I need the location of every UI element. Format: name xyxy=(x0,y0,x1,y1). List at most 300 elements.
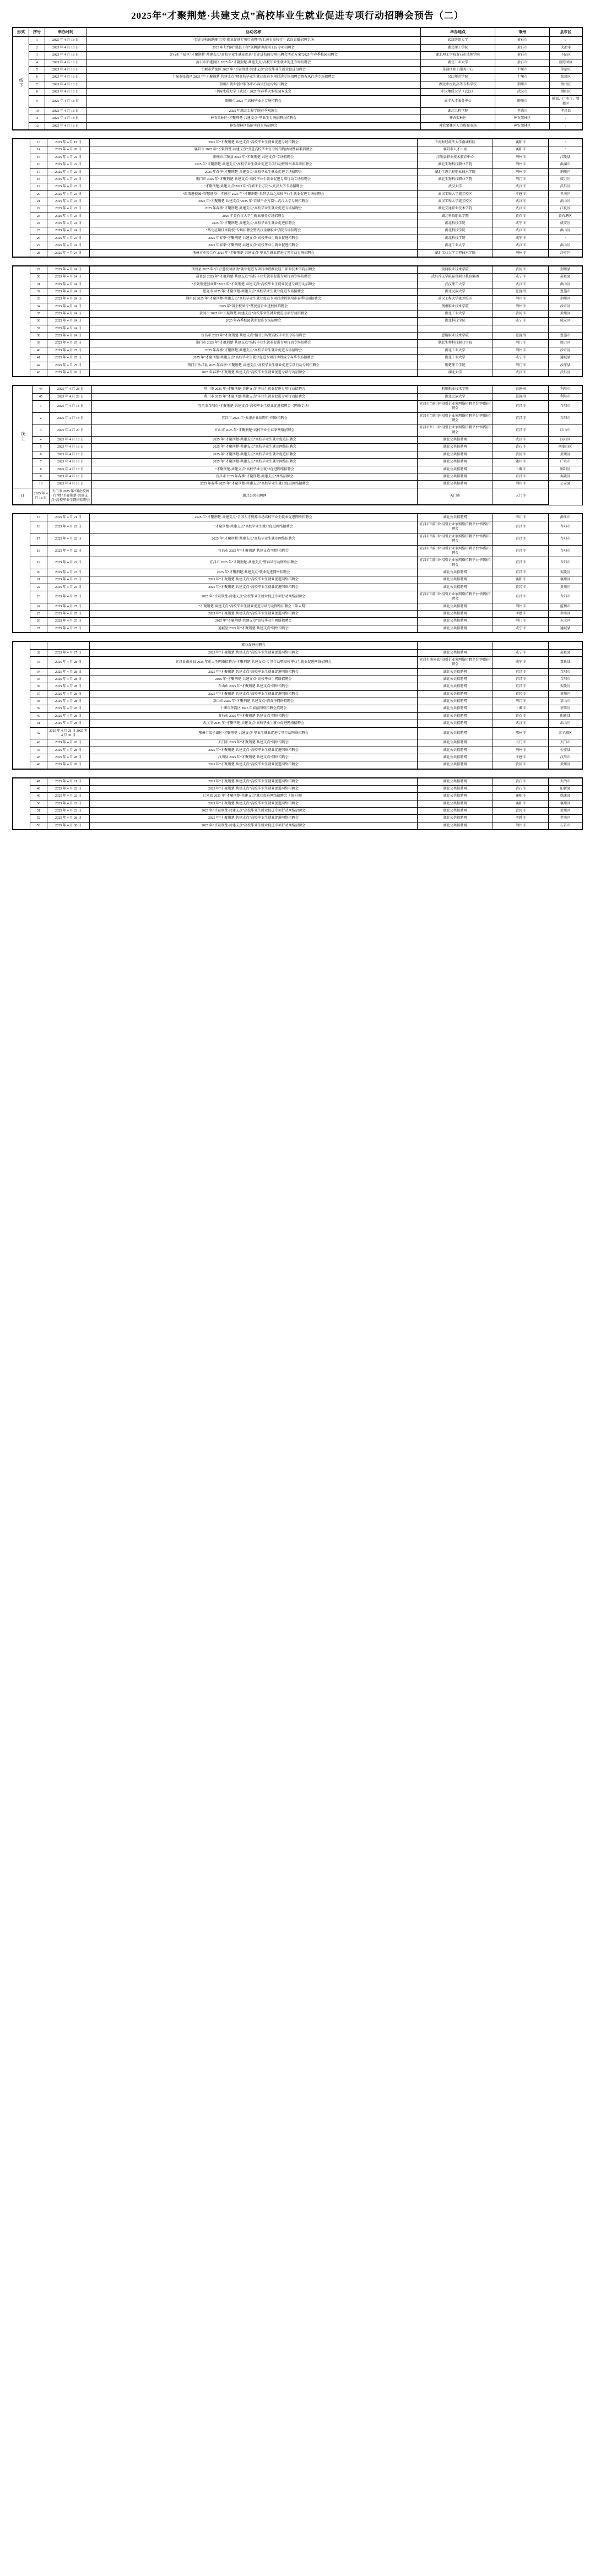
table-row xyxy=(13,727,582,739)
cell-city: 宜昌市 xyxy=(493,683,549,690)
cell-district: 随县、广水市、曾都区 xyxy=(550,96,582,108)
cell-city: 恩施州 xyxy=(493,386,549,393)
table-row xyxy=(13,761,582,769)
cell-district: 红山市 xyxy=(549,424,582,437)
table-row xyxy=(13,52,582,59)
cell-city: 襄阳市 xyxy=(493,139,549,146)
table-row xyxy=(13,340,582,347)
cell-activity-name: 2025 年“国企校园行”暨民营企业进校园招聘会 xyxy=(90,303,418,310)
table-row xyxy=(13,393,582,400)
cell-city: 天门市 xyxy=(493,739,549,747)
table-row xyxy=(13,183,582,190)
cell-time: 2025 年 4 月 24 日 xyxy=(47,235,90,242)
cell-city: 荆州市 xyxy=(493,822,549,829)
table-row xyxy=(13,81,582,88)
cell-no: 21 xyxy=(30,198,47,205)
cell-activity-name: 2025 年“才聚荆楚·共建支点”高校毕业生就业促进网络招聘会 xyxy=(90,649,418,656)
cell-district: 西塞山区 xyxy=(549,444,582,451)
cell-city: 黄石市 xyxy=(493,778,549,785)
cell-time: 2025 年 4 月 18 日 xyxy=(45,52,86,59)
cell-district: 荆州区 xyxy=(549,168,582,176)
cell-city: 黄冈市 xyxy=(493,451,549,458)
table-row xyxy=(13,122,582,129)
cell-place: 湖北公共招聘网 xyxy=(418,815,493,822)
cell-no: 33 xyxy=(30,296,47,303)
cell-city: 十堰市 xyxy=(493,466,549,473)
cell-activity-name: 宜昌市当阳市“才聚荆楚·共建支点”高校毕业生就业促进招聘会（网络专场） xyxy=(92,400,418,412)
cell-district: 黄州区 xyxy=(549,451,582,458)
cell-city: 恩施州 xyxy=(493,288,549,295)
cell-time: 2025 年 4 月 23 日 xyxy=(47,213,90,220)
table-row xyxy=(13,625,582,632)
cell-activity-name: 荆门市 2025 年“才聚荆楚·共建支点”高校毕业生就业促进专项行动专场招聘会 xyxy=(90,176,418,183)
cell-time: 2025 年 4 月 28 日 xyxy=(47,747,90,754)
cell-activity-name: 2025 年春季“才聚荆楚·共建支点”高校毕业生就业促进专场招聘会 xyxy=(90,168,418,176)
cell-district: 沙洋县 xyxy=(549,362,582,369)
cell-city: 咸宁市 xyxy=(493,235,549,242)
table-row xyxy=(13,611,582,618)
mode-cell-continued xyxy=(13,266,30,376)
cell-city: 咸宁市 xyxy=(493,649,549,656)
table-row xyxy=(13,168,582,176)
cell-district: 当阳市 xyxy=(549,533,582,545)
cell-place: 宜昌市当阳市“招引企业家网络招聘平台”网络招聘会 xyxy=(418,533,493,545)
cell-place: 宜昌市当阳市“招引企业家网络招聘平台”网络招聘会 xyxy=(418,557,493,569)
cell-activity-name: 2025 年春季“才聚荆楚·共建支点”高校毕业生就业促进专场招聘会 xyxy=(90,205,418,213)
cell-time: 2025 年 4 月 28 日 xyxy=(47,761,90,769)
cell-no: 41 xyxy=(30,720,47,727)
cell-time: 2025 年 4 月 24 日 xyxy=(47,318,90,325)
cell-activity-name: 黄石市新港园区 2025 年“才聚荆楚·共建支点”高校毕业生就业促进专场招聘会 xyxy=(86,59,421,66)
cell-district: / xyxy=(550,37,582,44)
cell-place: 湖北公共招聘网 xyxy=(418,747,493,754)
cell-no: 14 xyxy=(30,146,47,154)
cell-city: 十堰市 xyxy=(495,66,550,73)
cell-no: 26 xyxy=(30,618,47,625)
table-row xyxy=(13,754,582,761)
cell-place: 湖北公共招聘网 xyxy=(418,649,493,656)
cell-activity-name: 荆州市江陵县 2025 年“才聚荆楚·共建支点”专场招聘会 xyxy=(90,154,418,161)
cell-place: 湖北科技学院 xyxy=(418,220,493,227)
cell-activity-name: 宜昌市 2025 年春季“才聚荆楚·共建支点”网络招聘会 xyxy=(92,473,418,480)
cell-activity-name: 就业促进招聘会 xyxy=(90,642,418,649)
cell-time: 2025 年 4 月 23 日 xyxy=(47,183,90,190)
cell-time: 2025 年 4 月 24 日 xyxy=(47,333,90,340)
cell-district: 茅箭区 xyxy=(549,705,582,712)
cell-district: 公安县 xyxy=(549,747,582,754)
cell-city: 荆州市 xyxy=(493,603,549,610)
cell-time: 2025 年 4 月 24 日 xyxy=(47,242,90,249)
schedule-table xyxy=(13,385,582,504)
cell-place: 襄阳市人才市场 xyxy=(418,146,493,154)
cell-city: 荆州市 xyxy=(493,481,549,488)
cell-activity-name: 十堰市茅箭区 2025 年“才聚荆楚·共建支点”高校毕业生就业促进招聘会 xyxy=(86,66,421,73)
cell-no: 20 xyxy=(30,190,47,198)
cell-activity-name: 2025 年七台河“强县工程”创聘活动黄冈工匠专项招聘会 xyxy=(86,44,421,51)
table-row xyxy=(13,603,582,610)
cell-activity-name: 2025 年“才聚荆楚·共建支点”高校毕业生就业促进专项行动暨荆州市春季招聘会 xyxy=(90,161,418,168)
table-row xyxy=(13,412,582,424)
cell-time: 2025 年 4 月 28 日 xyxy=(50,386,92,393)
table-row xyxy=(13,281,582,288)
cell-no: 16 xyxy=(30,161,47,168)
cell-district: 掇刀区 xyxy=(549,340,582,347)
cell-no: 51 xyxy=(30,808,47,815)
cell-activity-name: 2025 年“才聚荆楚·共建支点”高校毕业生就业促进专项行动网络招聘会 xyxy=(90,808,418,815)
cell-time: 2025 年 4 月 25 日 xyxy=(47,591,90,603)
table-row xyxy=(13,205,582,213)
cell-district: 黄州区 xyxy=(549,311,582,318)
schedule-table-block xyxy=(12,641,583,769)
cell-time: 2025 年 4 月 18 日 xyxy=(50,444,92,451)
cell-time: 2025 年 4 月 27 日 xyxy=(47,649,90,656)
cell-place: 湖北公共招聘网 xyxy=(418,754,493,761)
table-row xyxy=(13,266,582,273)
cell-time: 2025 年 4 月 23 日 xyxy=(47,569,90,576)
cell-city: 武汉市 xyxy=(493,437,549,444)
table-row xyxy=(13,227,582,235)
cell-city: 黄石市 xyxy=(493,213,549,220)
table-row xyxy=(13,466,582,473)
table-row xyxy=(13,66,582,73)
cell-time: 2025 年 4 月 21 日 xyxy=(47,778,90,785)
schedule-table xyxy=(13,28,582,130)
cell-city: 武汉市 xyxy=(495,88,550,95)
cell-no: 46 xyxy=(30,761,47,769)
cell-city: 荆州市 xyxy=(493,161,549,168)
cell-time: 2025 年 4 月 23 日 xyxy=(47,808,90,815)
cell-activity-name: 2025 年“才聚荆楚·共建支点”高校毕业生就业促进网络招聘会 xyxy=(90,584,418,591)
table-row xyxy=(13,800,582,807)
cell-place: 湖北公共招聘网 xyxy=(418,437,493,444)
cell-city: 武汉市 xyxy=(493,369,549,376)
mode-cell-continued xyxy=(13,514,30,632)
table-row xyxy=(13,576,582,584)
cell-no: 49 xyxy=(30,793,47,800)
cell-city: 黄冈市 xyxy=(493,761,549,769)
cell-activity-name xyxy=(90,325,418,332)
table-row xyxy=(13,139,582,146)
cell-time: 2025 年 4 月 28 日 xyxy=(50,393,92,400)
cell-time: 2025 年 4 月 25 日 xyxy=(47,355,90,362)
cell-time: 2025 年 4 月 18 日 xyxy=(50,481,92,488)
cell-city: 宜昌市 xyxy=(493,557,549,569)
cell-city: 荆州市 xyxy=(493,168,549,176)
cell-time: 2025 年 4 月 18 日 xyxy=(45,96,86,108)
cell-time: 2025 年 4 月 22 日 xyxy=(47,161,90,168)
cell-no: 5 xyxy=(29,66,45,73)
cell-activity-name: 2025 年“才聚荆楚·共建支点”高校毕业生就业网络招聘会 xyxy=(92,444,418,451)
cell-activity-name: 2025 年“才聚荆楚·共建支点”高校毕业生就业促进网络招聘会 xyxy=(90,576,418,584)
cell-city: 孝感市 xyxy=(493,190,549,198)
cell-time: 2025 年 4 月 22 日 xyxy=(47,168,90,176)
schedule-table-block xyxy=(12,385,583,505)
cell-district: 恩施市 xyxy=(549,288,582,295)
cell-district: 大冶市 xyxy=(549,778,582,785)
cell-city: 荆门市 xyxy=(493,340,549,347)
cell-no: 41 xyxy=(30,355,47,362)
cell-time: 2025 年 4 月 18 日 xyxy=(50,459,92,466)
cell-activity-name: 2025 年“才聚荆楚·共建支点”高校毕业生就业促进网络招聘会 xyxy=(90,815,418,822)
cell-no: 1 xyxy=(33,400,50,412)
mode-cell-continued xyxy=(13,778,30,830)
cell-district: 咸安区 xyxy=(549,318,582,325)
cell-place: 神农架林区人力资源市场 xyxy=(421,122,495,129)
column-header-0: 形式 xyxy=(13,28,29,37)
table-row xyxy=(13,481,582,488)
cell-no: 26 xyxy=(30,235,47,242)
schedule-table xyxy=(13,514,582,633)
cell-time: 2025 年 4 月 28 日 xyxy=(47,690,90,698)
cell-city: 襄阳市 xyxy=(493,576,549,584)
cell-place: 武汉大学 xyxy=(418,183,493,190)
table-row xyxy=(13,683,582,690)
table-row xyxy=(13,274,582,281)
table-row xyxy=(13,642,582,649)
cell-district: 天门市 xyxy=(549,739,582,747)
table-row xyxy=(13,815,582,822)
cell-city: 武汉市 xyxy=(493,242,549,249)
mode-cell-continued xyxy=(13,139,30,257)
cell-place: 中南财经政法大学南湖校区 xyxy=(418,139,493,146)
cell-district: 襄州区 xyxy=(549,576,582,584)
cell-no: 34 xyxy=(30,303,47,310)
cell-activity-name: 2025 年湖北工程学院春季双选会 xyxy=(86,108,421,115)
cell-no: 17 xyxy=(30,533,47,545)
cell-time: 2025 年 4 月 18 日 xyxy=(45,108,86,115)
table-row xyxy=(13,303,582,310)
cell-time: 2025 年 4 月 28 日 xyxy=(47,720,90,727)
cell-city: 武汉市 xyxy=(493,281,549,288)
schedule-table xyxy=(13,641,582,769)
cell-place: 茅箭区职工服务中心 xyxy=(421,66,495,73)
cell-activity-name: 石山山 2025 年“才聚荆楚·共建支点”网络招聘会 xyxy=(90,683,418,690)
table-blocks-container xyxy=(0,27,595,830)
table-row xyxy=(13,459,582,466)
cell-city: 黄石市 xyxy=(493,444,549,451)
cell-activity-name: 宜昌市 2025 年“才聚荆楚·共建支点”招才引智暨高校毕业生专场招聘会 xyxy=(90,333,418,340)
cell-time: 2025 年 4 月 20 日 xyxy=(47,146,90,154)
cell-no: 15 xyxy=(30,514,47,521)
cell-time: 2025 年 4 月 24 日 xyxy=(47,303,90,310)
cell-time: 2025 年 4 月 22 日 xyxy=(47,793,90,800)
cell-district: 天门市 xyxy=(493,488,549,504)
cell-place: 湖北公共招聘网 xyxy=(418,793,493,800)
cell-no: 18 xyxy=(30,176,47,183)
cell-no: 34 xyxy=(30,668,47,676)
cell-activity-name: 2025 年“才聚荆楚·共建支点”高校毕业生网络招聘会 xyxy=(90,618,418,625)
table-row xyxy=(13,739,582,747)
cell-district: 夷陵区 xyxy=(549,683,582,690)
cell-no: 43 xyxy=(30,739,47,747)
cell-district: 嘉鱼县 xyxy=(549,656,582,668)
cell-time: 2025 年 4 月 24 日 xyxy=(47,296,90,303)
cell-place: 湖北生物科技职业学院 xyxy=(418,161,493,168)
table-row xyxy=(13,37,582,44)
cell-district: 荆州区 xyxy=(550,81,582,88)
cell-activity-name: 黄石市 2025 年“才聚荆楚·共建支点”网络招聘会 xyxy=(90,712,418,720)
cell-district: 洪山区 xyxy=(549,198,582,205)
cell-no: 32 xyxy=(30,649,47,656)
cell-city: 武汉市 xyxy=(493,198,549,205)
cell-city: 宜昌市 xyxy=(493,412,549,424)
cell-place: 湖北公共招聘网 xyxy=(418,800,493,807)
cell-time: 2025 年 4 月 24 日 xyxy=(47,274,90,281)
table-row xyxy=(13,355,582,362)
cell-district: 通城县 xyxy=(549,355,582,362)
cell-city: 宜昌市 xyxy=(493,668,549,676)
cell-city: 宜昌市 xyxy=(493,569,549,576)
cell-activity-name: 2025 年“才聚荆楚·共建支点”高校毕业生就业促进网络招聘会 xyxy=(90,778,418,785)
table-row xyxy=(13,213,582,220)
cell-activity-name: “才聚荆楚·共建支点”高校毕业生就业促进网络招聘会 xyxy=(92,466,418,473)
cell-place: 武汉工程大学流芳校区 xyxy=(418,190,493,198)
cell-district: 黄州区 xyxy=(549,761,582,769)
table-row xyxy=(13,705,582,712)
cell-time: 2025 年 4 月 28 日 2025 年 4 月 30 日 xyxy=(47,727,90,739)
cell-no: 19 xyxy=(30,183,47,190)
cell-district: 当阳市 xyxy=(549,545,582,557)
cell-district: 武昌区 xyxy=(549,369,582,376)
cell-activity-name: 2025 年“才聚荆楚·共建支点”高校毕业生就业促进网络招聘会 xyxy=(90,761,418,769)
cell-no: 45 xyxy=(30,754,47,761)
cell-time: 2025 年 4 月 25 日 xyxy=(47,347,90,354)
cell-city: 荆州市 xyxy=(493,154,549,161)
cell-district: 郧阳区 xyxy=(549,466,582,473)
cell-district: 荆州区 xyxy=(549,296,582,303)
cell-district: 汉阳区 xyxy=(549,437,582,444)
table-row xyxy=(13,115,582,122)
table-row xyxy=(13,649,582,656)
cell-no: 35 xyxy=(30,311,47,318)
cell-place: 湖北公共招聘网 xyxy=(418,481,493,488)
cell-city: 襄阳市 xyxy=(493,800,549,807)
cell-city: 咸宁市 xyxy=(493,220,549,227)
table-row xyxy=(13,584,582,591)
cell-time: 2025 年 4 月 22 日 xyxy=(47,800,90,807)
cell-no: 52 xyxy=(30,815,47,822)
cell-district: 当阳市 xyxy=(549,557,582,569)
cell-city: 咸宁市 xyxy=(493,318,549,325)
cell-no: 1 xyxy=(29,37,45,44)
cell-time: 2025 年 4 月 25 日 xyxy=(47,618,90,625)
cell-time: 2025 年 4 月 21 日 xyxy=(47,514,90,521)
cell-activity-name: 2025 年春季 2025 年“才聚荆楚·共建支点”高校毕业生就业促进网络招聘会 xyxy=(92,481,418,488)
cell-place: 湖北工业大学 xyxy=(418,311,493,318)
cell-district: 江陵县 xyxy=(549,154,582,161)
table-row xyxy=(13,249,582,257)
cell-activity-name: 2025 年“才聚荆楚·共建支点”就业促进网络招聘会 xyxy=(90,569,418,576)
cell-activity-name: 神农架林区“才聚荆楚·共建支点”毕业生专场招聘会招聘会 xyxy=(86,115,421,122)
table-row xyxy=(13,533,582,545)
cell-place: 湖北公共招聘网 xyxy=(418,473,493,480)
cell-activity-name: “才聚荆楚·共建支点”2025 年“百城千企万岗”--武汉大学专场招聘会 xyxy=(90,183,418,190)
cell-activity-name: 恩施市 2025 年“才聚荆楚·共建支点”高校毕业生就业促进专场招聘会 xyxy=(90,288,418,295)
cell-time: 2025 年 4 月 24 日 xyxy=(47,311,90,318)
cell-time: 2025 年 4 月 23 日 xyxy=(47,198,90,205)
cell-city: 孝感市 xyxy=(493,815,549,822)
cell-time: 2025 年 4 月 18 日 xyxy=(45,37,86,44)
cell-city: 黄石市 xyxy=(495,52,550,59)
cell-district: 新港园区 xyxy=(550,59,582,66)
cell-district: 利川市 xyxy=(549,393,582,400)
cell-time: 2025 年 4 月 18 日 xyxy=(45,122,86,129)
schedule-table-block xyxy=(12,265,583,377)
cell-place: 湖北公共招聘网 xyxy=(418,611,493,618)
table-row xyxy=(13,108,582,115)
cell-activity-name: 黄石市下陆区“才聚荆楚·共建支点”高校毕业生就业促进“百企进校园专项招聘会活动方案”2025 年春季校园招聘会 xyxy=(86,52,421,59)
cell-no: 11 xyxy=(13,488,33,504)
cell-time: 2025 年 4 月 24 日 xyxy=(47,325,90,332)
cell-no: 13 xyxy=(30,139,47,146)
cell-place: 宜昌市红山市“招引企业家网络招聘平台”网络招聘会 xyxy=(418,424,493,437)
cell-city: 随州市 xyxy=(493,459,549,466)
cell-activity-name: 荆州市就业创业服务中心春风行动专场招聘会 xyxy=(86,81,421,88)
cell-no: 18 xyxy=(30,545,47,557)
cell-city: 宜昌市 xyxy=(493,400,549,412)
cell-place: 宜昌市当阳市“招引企业家网络招聘平台”网络招聘会 xyxy=(418,400,493,412)
cell-no: 17 xyxy=(30,168,47,176)
cell-place: 湖北科技学院 xyxy=(418,227,493,235)
cell-no: 2 xyxy=(29,44,45,51)
cell-place: 宜昌市当阳市“招引企业家网络招聘平台”网络招聘会 xyxy=(418,545,493,557)
cell-city: 黄冈市 xyxy=(493,808,549,815)
cell-no: 10 xyxy=(33,481,50,488)
cell-time: 2025 年 4 月 22 日 xyxy=(47,786,90,793)
cell-time: 2025 年 4 月 23 日 xyxy=(47,576,90,584)
cell-district: / xyxy=(549,139,582,146)
table-row xyxy=(13,569,582,576)
cell-time: 2025 年 4 月 28 日 xyxy=(47,676,90,683)
cell-time: 2025 年 4 月 18 日 xyxy=(45,88,86,95)
cell-place: 成丰人才服务中心 xyxy=(421,96,495,108)
cell-no: 25 xyxy=(30,611,47,618)
cell-city: 宜昌市 xyxy=(493,533,549,545)
cell-district: 荆州县 xyxy=(549,266,582,273)
cell-no: 6 xyxy=(29,74,45,81)
cell-time: 2025 年 4 月 22 日 xyxy=(47,557,90,569)
cell-district: 武昌区 xyxy=(549,183,582,190)
cell-district: / xyxy=(549,146,582,154)
cell-activity-name: 2025 年“才聚荆楚·共建支点”高校毕业生就业促进专项行动暨咸宁春季专场招聘会 xyxy=(90,355,418,362)
cell-no: 50 xyxy=(30,800,47,807)
cell-district: 沙市区 xyxy=(549,249,582,257)
cell-activity-name: 2025 年春季校园就业促进专场招聘会 xyxy=(90,318,418,325)
cell-no: 23 xyxy=(30,213,47,220)
cell-place xyxy=(418,325,493,332)
cell-time: 2025 年 4 月 18 日 xyxy=(45,74,86,81)
cell-no: 25 xyxy=(30,227,47,235)
mode-cell-continued xyxy=(13,642,30,769)
cell-no: 44 xyxy=(30,747,47,754)
cell-place: 湖北公共招聘网 xyxy=(418,683,493,690)
cell-time: 2025 年 4 月 18 日 xyxy=(50,412,92,424)
cell-place: 湖北公共招聘网 xyxy=(418,786,493,793)
cell-city: 随州市 xyxy=(495,96,550,108)
cell-activity-name: 2025 年“才聚荆楚·共建支点”高校毕业生就业促进网络招聘会 xyxy=(90,747,418,754)
table-row xyxy=(13,88,582,95)
cell-district: 沙市区 xyxy=(549,303,582,310)
cell-activity-name: 十堰市张湾区 2025 年“才聚荆楚·共建支点”暨高校毕业生就业促进专项行动专场招聘会暨春风行动专场招聘会 xyxy=(86,74,421,81)
cell-activity-name: 天门市 2025 年“国企校园行”暨“才聚荆楚·共建支点”高校毕业生网络招聘会 xyxy=(50,488,92,504)
cell-district: 利川市 xyxy=(549,386,582,393)
cell-city: 黄石市 xyxy=(495,44,550,51)
cell-activity-name: 利川市 2025 年“才聚荆楚·共建支点”毕业生就业促进专项行动招聘会 xyxy=(92,386,418,393)
cell-district: 洪山区 xyxy=(549,720,582,727)
cell-activity-name: 2025 年“才聚荆楚·共建支点”全国人才资源市场高校毕业生就业促进网络招聘会 xyxy=(90,514,418,521)
cell-no: 9 xyxy=(29,96,45,108)
table-row xyxy=(13,220,582,227)
